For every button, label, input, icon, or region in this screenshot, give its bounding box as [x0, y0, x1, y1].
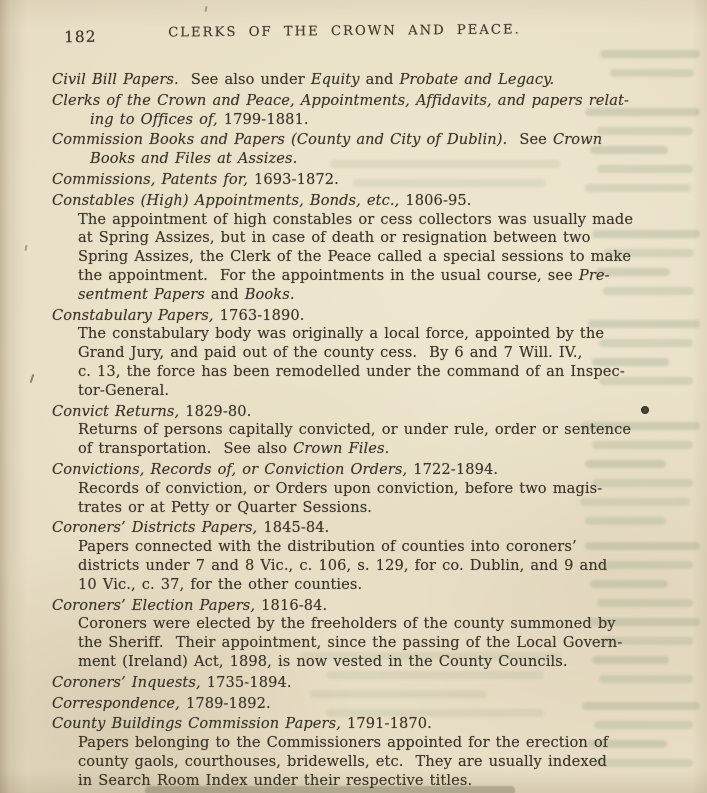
- entry-heading-line: [52, 71, 667, 90]
- entry-heading-line: [52, 695, 667, 714]
- entry-body-line: [52, 440, 667, 459]
- italic-text: Clerks of the Crown and Peace, Appointments, Affidavits, and papers relat-: [52, 91, 630, 109]
- entry-body-line: [52, 499, 667, 518]
- italic-text: Coroners’ Election Papers,: [52, 596, 262, 614]
- roman-text: 1693-1872.: [254, 170, 339, 188]
- italic-text: Crown Files.: [293, 440, 390, 458]
- entry-heading-line: [52, 192, 667, 211]
- catalog-entry: [52, 71, 667, 90]
- italic-text: County Buildings Commission Papers,: [52, 715, 347, 733]
- italic-text: Convict Returns,: [52, 402, 186, 420]
- roman-text: at Spring Assizes, but in case of death or resignation between two: [78, 229, 591, 247]
- roman-text: the Sheriff. Their appointment, since the passing of the Local Govern-: [78, 634, 623, 652]
- catalog-entry: [52, 192, 667, 305]
- entry-body-line: [52, 325, 667, 344]
- entry-heading-line: [52, 171, 667, 190]
- entry-body-line: [52, 653, 667, 672]
- italic-text: Commission Books and Papers (County and City of Dublin).: [52, 131, 508, 149]
- entry-body-line: [52, 538, 667, 557]
- entry-body-line: [52, 382, 667, 401]
- italic-text: Constabulary Papers,: [52, 306, 220, 324]
- catalog-entry: [52, 171, 667, 190]
- roman-text: 1799-1881.: [223, 110, 309, 128]
- roman-text: districts under 7 and 8 Vic., c. 106, s. 129, for co. Dublin, and 9 and: [78, 556, 608, 574]
- roman-text: See also under: [178, 71, 311, 88]
- roman-text: The appointment of high constables or cess collectors was usually made: [78, 210, 634, 228]
- catalog-entry: [52, 597, 667, 672]
- roman-text: and: [204, 285, 245, 303]
- roman-text: Papers connected with the distribution of counties into coroners’: [78, 538, 577, 556]
- italic-text: Probate and Legacy.: [399, 71, 555, 88]
- catalog-entry: [52, 519, 667, 594]
- roman-text: Spring Assizes, the Clerk of the Peace called a special sessions to make: [78, 248, 632, 266]
- roman-text: county gaols, courthouses, bridewells, etc. They are usually indexed: [78, 752, 607, 770]
- roman-text: trates or at Petty or Quarter Sessions.: [78, 498, 373, 516]
- entry-heading-continuation: [52, 150, 667, 169]
- roman-text: c. 13, the force has been remodelled under the command of an Inspec-: [78, 362, 625, 380]
- roman-text: Grand Jury, and paid out of the county cess. By 6 and 7 Will. IV.,: [78, 344, 583, 362]
- catalog-entry: [52, 715, 667, 790]
- italic-text: Pre-: [578, 266, 610, 284]
- entry-body-line: [52, 421, 667, 440]
- entry-body-line: [52, 480, 667, 499]
- entry-body-line: [52, 557, 667, 576]
- entry-heading-line: [52, 403, 667, 422]
- entry-body-line: [52, 363, 667, 382]
- roman-text: See: [507, 131, 553, 149]
- entry-body-line: [52, 634, 667, 653]
- catalog-entry: [52, 403, 667, 459]
- entry-body-line: [52, 753, 667, 772]
- entry-heading-line: [52, 92, 667, 111]
- roman-text: 1845-84.: [263, 519, 330, 537]
- roman-text: Records of conviction, or Orders upon conviction, before two magis-: [78, 479, 603, 497]
- entry-body-line: [52, 267, 667, 286]
- entry-heading-line: [52, 461, 667, 480]
- roman-text: 1816-84.: [261, 596, 328, 614]
- italic-text: Correspondence,: [52, 694, 186, 712]
- italic-text: Equity: [310, 71, 360, 88]
- italic-text: Civil Bill Papers.: [52, 71, 179, 88]
- entry-heading-continuation: [52, 111, 667, 130]
- entry-list: [52, 71, 667, 790]
- roman-text: Returns of persons capitally convicted, or under rule, order or sentence: [78, 421, 632, 439]
- roman-text: The constabulary body was originally a local force, appointed by the: [78, 325, 605, 343]
- page-header: [52, 22, 667, 47]
- roman-text: 1806-95.: [405, 191, 472, 209]
- roman-text: 1763-1890.: [219, 306, 305, 324]
- catalog-entry: [52, 92, 667, 130]
- italic-text: Commissions, Patents for,: [52, 170, 254, 188]
- entry-heading-line: [52, 597, 667, 616]
- entry-heading-line: [52, 131, 667, 150]
- italic-text: Books.: [244, 285, 295, 303]
- entry-body-line: [52, 211, 667, 230]
- catalog-entry: [52, 131, 667, 169]
- catalog-entry: [52, 674, 667, 693]
- roman-text: the appointment. For the appointments in the usual course, see: [78, 266, 579, 284]
- italic-text: Crown: [552, 131, 603, 149]
- entry-heading-line: [52, 674, 667, 693]
- entry-body-line: [52, 344, 667, 363]
- italic-text: sentment Papers: [78, 285, 205, 303]
- italic-text: Coroners’ Inquests,: [52, 673, 207, 691]
- catalog-entry: [52, 307, 667, 401]
- italic-text: Coroners’ Districts Papers,: [52, 519, 264, 537]
- roman-text: of transportation. See also: [78, 440, 294, 458]
- entry-body-line: [52, 576, 667, 595]
- roman-text: 1791-1870.: [347, 715, 432, 733]
- running-title: CLERKS OF THE CROWN AND PEACE.: [168, 22, 521, 41]
- italic-text: Convictions, Records of, or Conviction Orders,: [52, 460, 414, 478]
- roman-text: in Search Room Index under their respective titles.: [78, 771, 473, 789]
- catalog-entry: [52, 461, 667, 517]
- entry-heading-line: [52, 715, 667, 734]
- page-number: 182: [63, 27, 97, 47]
- roman-text: 1789-1892.: [185, 694, 271, 712]
- roman-text: tor-General.: [78, 381, 170, 399]
- roman-text: Coroners were elected by the freeholders of the county summoned by: [78, 615, 616, 633]
- entry-body-line: [52, 229, 667, 248]
- roman-text: 1829-80.: [185, 402, 252, 420]
- italic-text: ing to Offices of,: [90, 110, 224, 128]
- entry-body-line: [52, 615, 667, 634]
- roman-text: Papers belonging to the Commissioners appointed for the erection of: [78, 734, 609, 752]
- catalog-entry: [52, 695, 667, 714]
- roman-text: 1722-1894.: [413, 460, 499, 478]
- entry-heading-line: [52, 307, 667, 326]
- entry-heading-line: [52, 519, 667, 538]
- italic-text: Books and Files at Assizes.: [90, 150, 298, 168]
- roman-text: 10 Vic., c. 37, for the other counties.: [78, 575, 363, 593]
- roman-text: 1735-1894.: [206, 673, 292, 691]
- entry-body-line: [52, 248, 667, 267]
- entry-body-line: [52, 286, 667, 305]
- entry-body-line: [52, 734, 667, 753]
- italic-text: Constables (High) Appointments, Bonds, etc.,: [52, 191, 406, 209]
- roman-text: and: [359, 71, 400, 88]
- entry-body-line: [52, 772, 667, 791]
- roman-text: ment (Ireland) Act, 1898, is now vested in the County Councils.: [78, 652, 568, 670]
